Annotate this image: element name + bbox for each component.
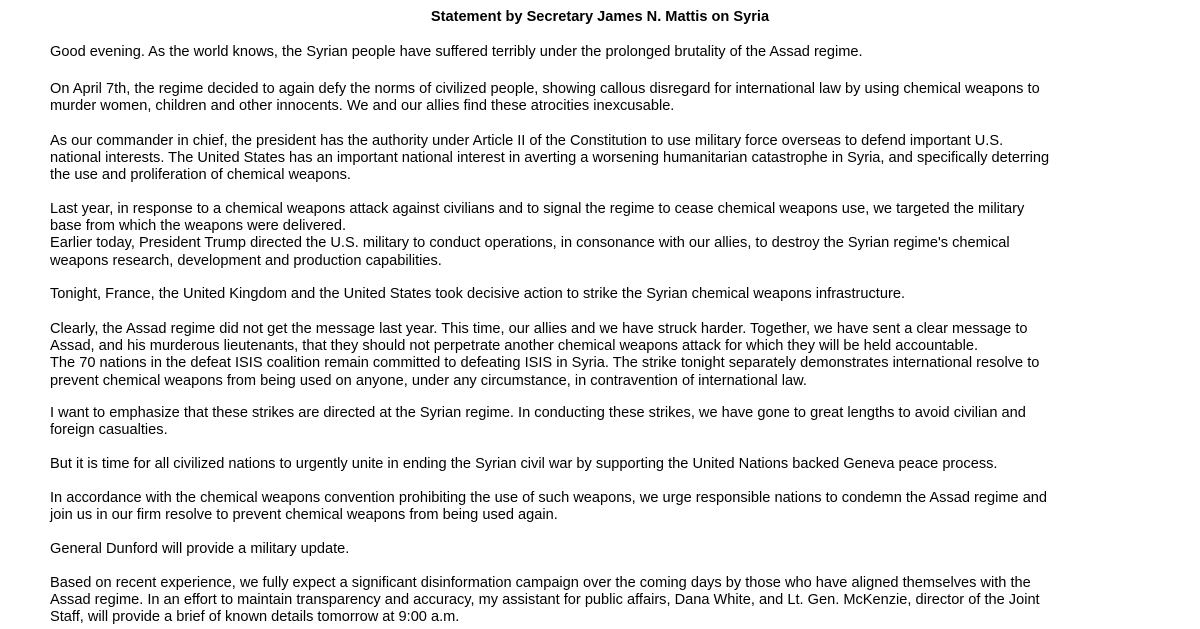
paragraph-line: prevent chemical weapons from being used on anyone, under any circumstance, in contravention of international law.	[50, 372, 807, 389]
paragraph-line: Assad, and his murderous lieutenants, that they should not perpetrate another chemical weapons attack for which they will be held accountable.	[50, 338, 979, 355]
paragraph-line: Clearly, the Assad regime did not get the message last year. This time, our allies and we have struck harder. Together, we have sent a clear message to	[50, 321, 1028, 337]
paragraph-line: Staff, will provide a brief of known details tomorrow at 9:00 a.m.	[50, 609, 460, 626]
paragraph-line: national interests. The United States has an important national interest in averting a worsening humanitarian catastrophe in Syria, and specifically deterring	[50, 150, 1050, 167]
paragraph-1	[50, 44, 1170, 61]
paragraph-line: On April 7th, the regime decided to again defy the norms of civilized people, showing callous disregard for international law by using chemical weapons to	[50, 81, 1040, 97]
paragraph-7	[50, 405, 1170, 439]
paragraph-line: Earlier today, President Trump directed the U.S. military to conduct operations, in consonance with our allies, to destroy the Syrian regime's chemical	[50, 235, 1010, 252]
paragraph-line: base from which the weapons were delivered.	[50, 218, 347, 235]
paragraph-3	[50, 133, 1170, 185]
paragraph-line: General Dunford will provide a military update.	[50, 541, 350, 557]
paragraph-line: Assad regime. In an effort to maintain transparency and accuracy, my assistant for public affairs, Dana White, and Lt. Gen. McKenzie, director of the Joint	[50, 592, 1040, 609]
document-title: Statement by Secretary James N. Mattis on Syria	[430, 9, 770, 25]
paragraph-line: In accordance with the chemical weapons convention prohibiting the use of such weapons, we urge responsible nations to condemn the Assad regime and	[50, 490, 1048, 506]
paragraph-line: Based on recent experience, we fully expect a significant disinformation campaign over the coming days by those who have aligned themselves with the	[50, 575, 1031, 591]
paragraph-line: join us in our firm resolve to prevent chemical weapons from being used again.	[50, 507, 558, 524]
paragraph-line: As our commander in chief, the president has the authority under Article II of the Constitution to use military force overseas to defend important U.S.	[50, 133, 1004, 149]
paragraph-line: I want to emphasize that these strikes are directed at the Syrian regime. In conducting these strikes, we have gone to great lengths to avoid civilian and	[50, 405, 1026, 421]
paragraph-line: The 70 nations in the defeat ISIS coalition remain committed to defeating ISIS in Syria. The strike tonight separately demonstrates international resolve to	[50, 355, 1040, 372]
paragraph-line: Last year, in response to a chemical weapons attack against civilians and to signal the regime to cease chemical weapons use, we targeted the military	[50, 201, 1025, 217]
paragraph-line: weapons research, development and production capabilities.	[50, 252, 442, 269]
paragraph-2	[50, 81, 1170, 115]
paragraph-5	[50, 286, 1170, 303]
paragraph-line: the use and proliferation of chemical weapons.	[50, 167, 351, 184]
paragraph-10	[50, 541, 1170, 558]
paragraph-line: murder women, children and other innocents. We and our allies find these atrocities inexcusable.	[50, 98, 675, 115]
paragraph-4	[50, 201, 1170, 270]
paragraph-line: Tonight, France, the United Kingdom and the United States took decisive action to strike the Syrian chemical weapons infrastructure.	[50, 286, 905, 302]
paragraph-line: Good evening. As the world knows, the Syrian people have suffered terribly under the prolonged brutality of the Assad regime.	[50, 44, 863, 60]
paragraph-line: foreign casualties.	[50, 422, 168, 439]
paragraph-6	[50, 321, 1170, 390]
paragraph-line: But it is time for all civilized nations to urgently unite in ending the Syrian civil war by supporting the United Nations backed Geneva peace process.	[50, 456, 998, 472]
paragraph-9	[50, 490, 1170, 524]
paragraph-11	[50, 575, 1170, 627]
paragraph-8	[50, 456, 1170, 473]
